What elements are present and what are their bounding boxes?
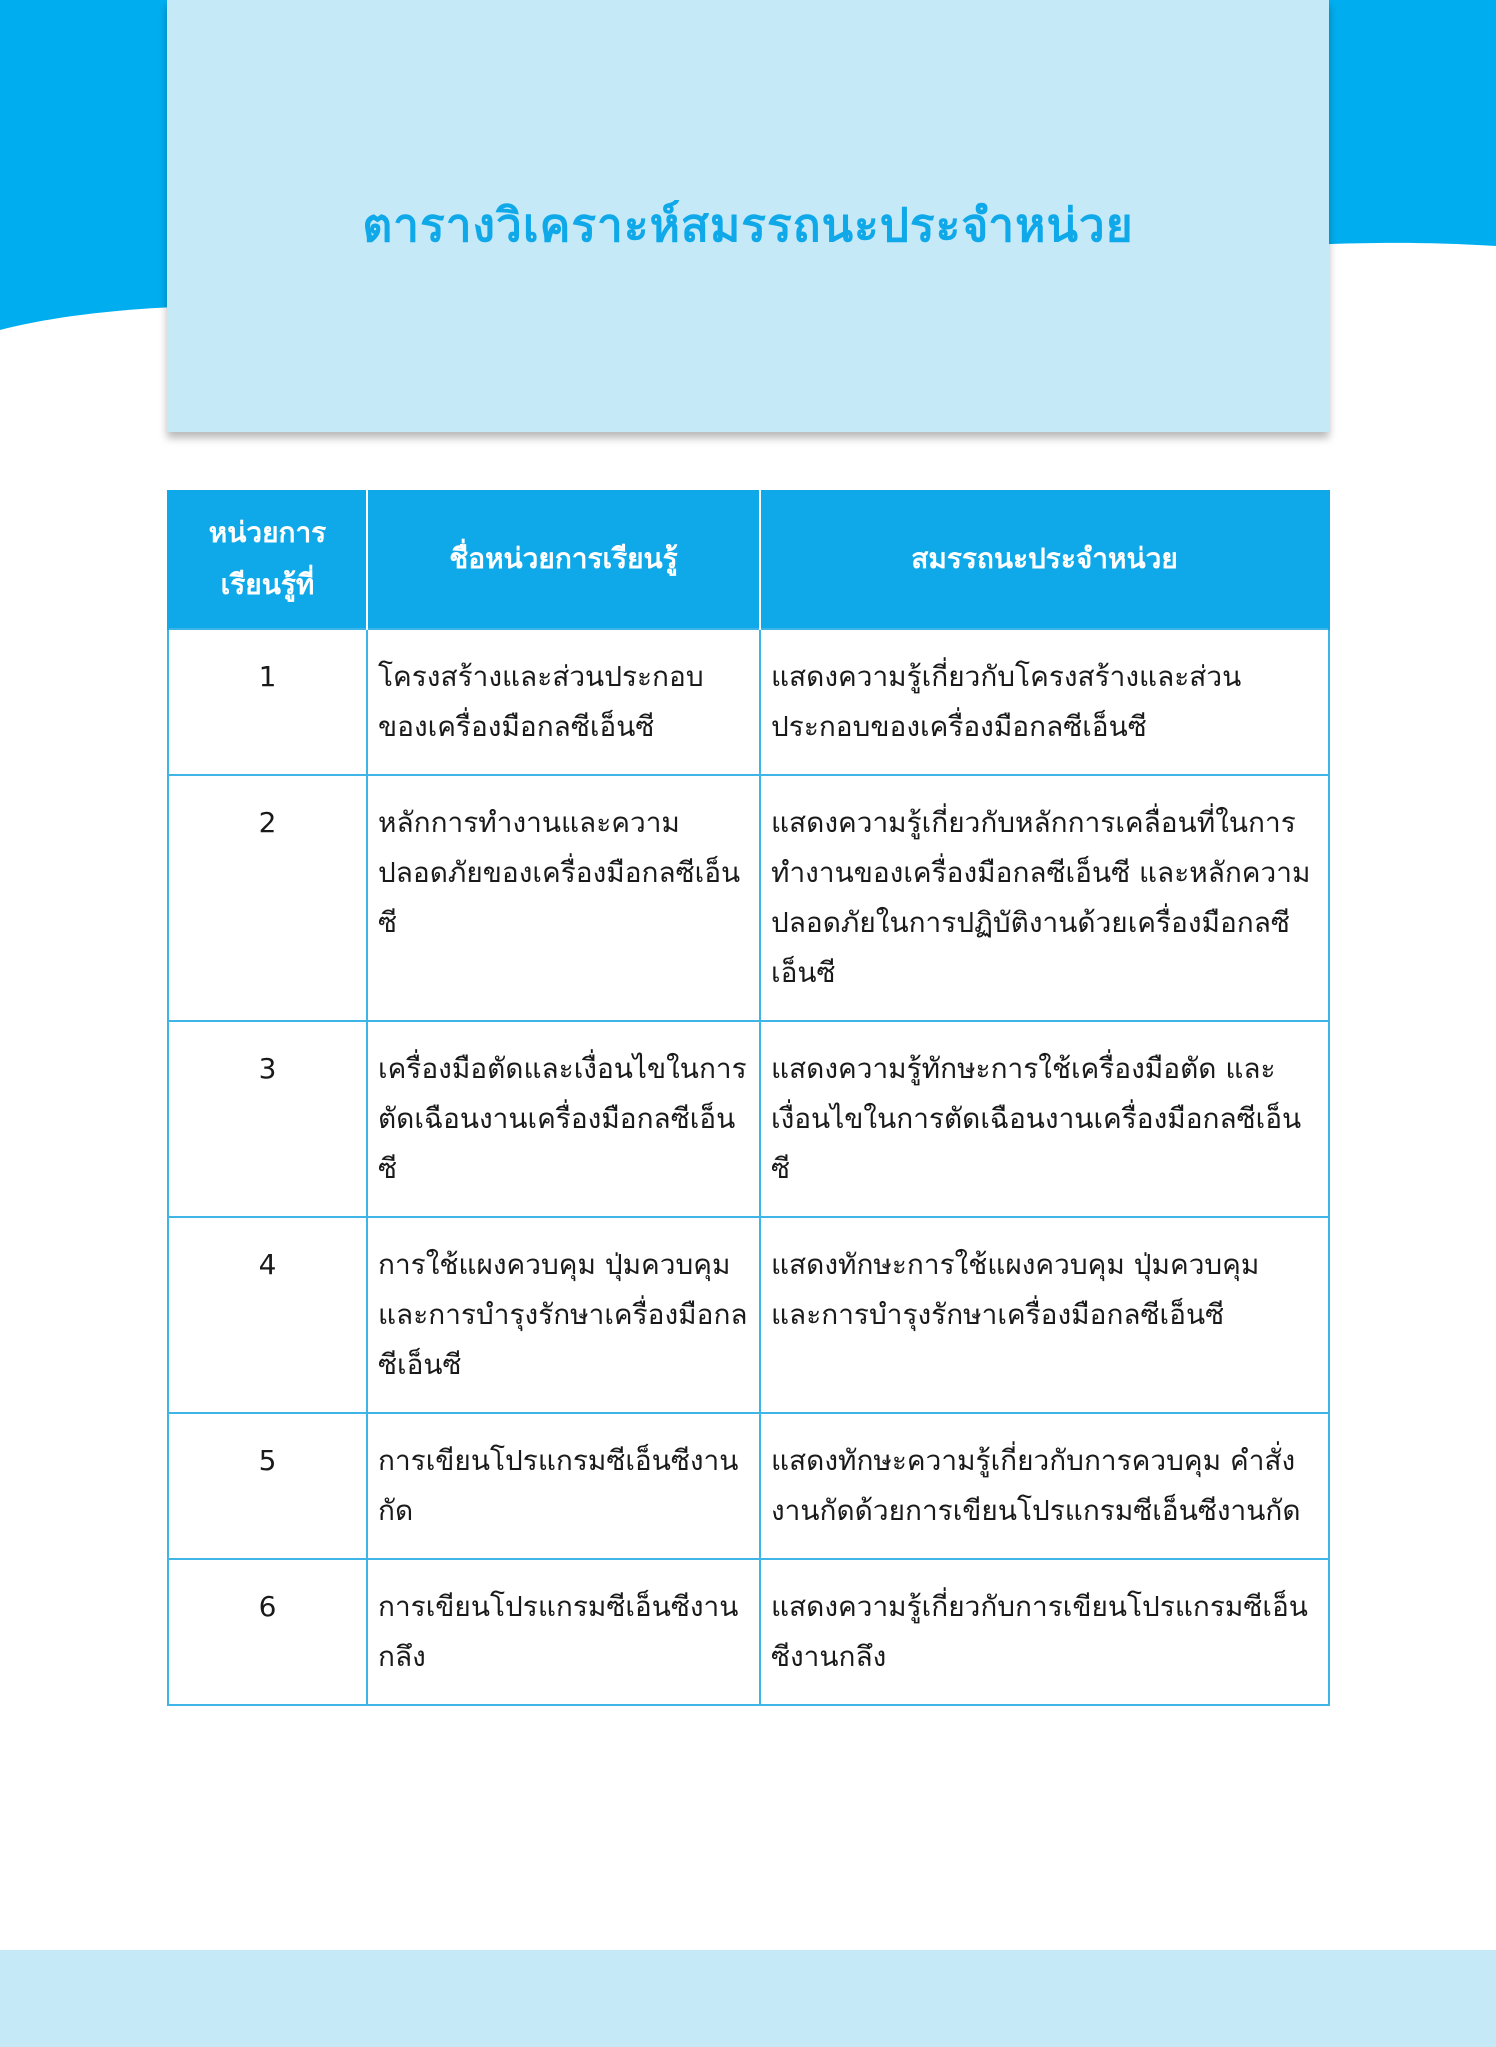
unit-name: หลักการทำงานและความปลอดภัยของเครื่องมือกลซีเอ็นซี bbox=[367, 775, 760, 1021]
unit-name: การเขียนโปรแกรมซีเอ็นซีงานกัด bbox=[367, 1413, 760, 1559]
unit-competency: แสดงความรู้เกี่ยวกับการเขียนโปรแกรมซีเอ็นซีงานกลึง bbox=[760, 1559, 1329, 1705]
unit-competency: แสดงความรู้เกี่ยวกับโครงสร้างและส่วนประกอบของเครื่องมือกลซีเอ็นซี bbox=[760, 629, 1329, 775]
unit-name: เครื่องมือตัดและเงื่อนไขในการตัดเฉือนงานเครื่องมือกลซีเอ็นซี bbox=[367, 1021, 760, 1217]
unit-number: 3 bbox=[168, 1021, 367, 1217]
table-row bbox=[168, 1559, 1329, 1705]
unit-competency: แสดงความรู้ทักษะการใช้เครื่องมือตัด และเงื่อนไขในการตัดเฉือนงานเครื่องมือกลซีเอ็นซี bbox=[760, 1021, 1329, 1217]
unit-competency: แสดงทักษะการใช้แผงควบคุม ปุ่มควบคุม และการบำรุงรักษาเครื่องมือกลซีเอ็นซี bbox=[760, 1217, 1329, 1413]
table-row bbox=[168, 1413, 1329, 1559]
unit-name: โครงสร้างและส่วนประกอบของเครื่องมือกลซีเอ็นซี bbox=[367, 629, 760, 775]
unit-name: การเขียนโปรแกรมซีเอ็นซีงานกลึง bbox=[367, 1559, 760, 1705]
unit-number: 2 bbox=[168, 775, 367, 1021]
competency-table bbox=[167, 490, 1330, 1706]
unit-name: การใช้แผงควบคุม ปุ่มควบคุม และการบำรุงรักษาเครื่องมือกลซีเอ็นซี bbox=[367, 1217, 760, 1413]
unit-number: 1 bbox=[168, 629, 367, 775]
header-competency: สมรรถนะประจำหน่วย bbox=[760, 490, 1329, 629]
table-header-row bbox=[168, 490, 1329, 629]
table-row bbox=[168, 1021, 1329, 1217]
unit-competency: แสดงความรู้เกี่ยวกับหลักการเคลื่อนที่ในการทำงานของเครื่องมือกลซีเอ็นซี และหลักความปลอดภัยในการปฏิบัติงานด้วยเครื่องมือกลซีเอ็นซี bbox=[760, 775, 1329, 1021]
footer-band bbox=[0, 1950, 1496, 2047]
header-unit-no: หน่วยการเรียนรู้ที่ bbox=[168, 490, 367, 629]
competency-table-container bbox=[167, 490, 1328, 1706]
table-row bbox=[168, 629, 1329, 775]
header-unit-name: ชื่อหน่วยการเรียนรู้ bbox=[367, 490, 760, 629]
title-banner bbox=[167, 0, 1329, 432]
page-title: ตารางวิเคราะห์สมรรถนะประจำหน่วย bbox=[362, 197, 1134, 252]
unit-number: 6 bbox=[168, 1559, 367, 1705]
table-row bbox=[168, 775, 1329, 1021]
unit-competency: แสดงทักษะความรู้เกี่ยวกับการควบคุม คำสั่งงานกัดด้วยการเขียนโปรแกรมซีเอ็นซีงานกัด bbox=[760, 1413, 1329, 1559]
unit-number: 4 bbox=[168, 1217, 367, 1413]
table-row bbox=[168, 1217, 1329, 1413]
unit-number: 5 bbox=[168, 1413, 367, 1559]
